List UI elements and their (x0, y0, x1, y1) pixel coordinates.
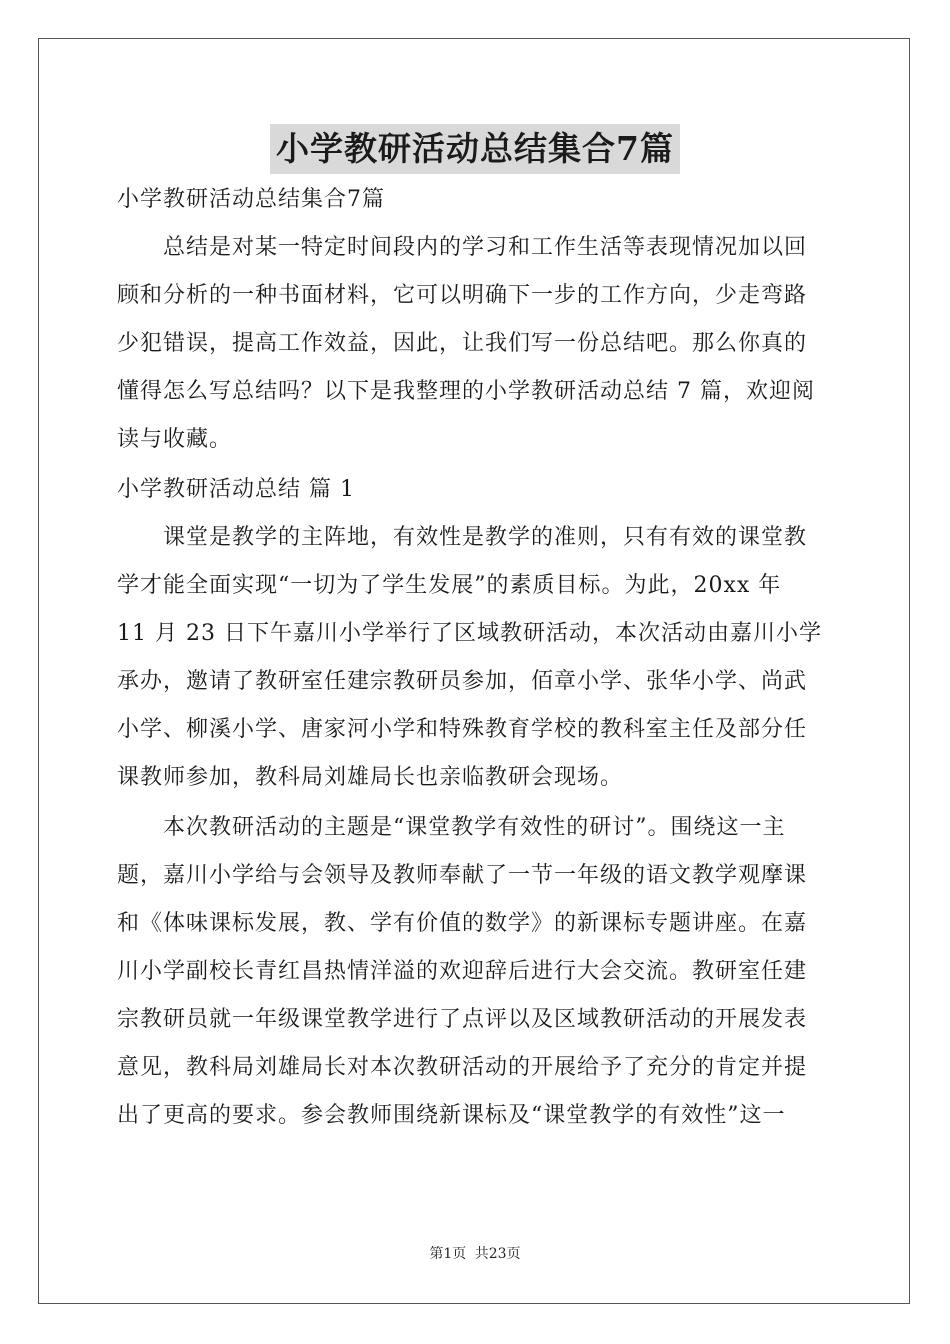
text-line: 课教师参加，教科局刘雄局长也亲临教研会现场。 (117, 765, 624, 790)
text-line: 意见，教科局刘雄局长对本次教研活动的开展给予了充分的肯定并提 (117, 1055, 808, 1080)
section-heading: 小学教研活动总结 篇 1 (117, 477, 355, 502)
text-line: 和《体味课标发展，教、学有价值的数学》的新课标专题讲座。在嘉 (117, 911, 808, 936)
text-line: 总结是对某一特定时间段内的学习和工作生活等表现情况加以回 (163, 235, 808, 260)
text-line: 少犯错误，提高工作效益，因此，让我们写一份总结吧。那么你真的 (117, 331, 808, 356)
page-total: 共23页 (474, 1246, 521, 1262)
document-subtitle: 小学教研活动总结集合7篇 (117, 187, 385, 212)
body-paragraph-2 (117, 804, 835, 1140)
document-title: 小学教研活动总结集合7篇 (270, 124, 680, 174)
page-number: 第1页 (429, 1246, 467, 1262)
text-line: 11 月 23 日下午嘉川小学举行了区域教研活动，本次活动由嘉川小学 (117, 621, 822, 646)
text-line: 本次教研活动的主题是“课堂教学有效性的研讨”。围绕这一主 (163, 815, 786, 840)
body-paragraph-1 (117, 514, 835, 802)
text-line: 课堂是教学的主阵地，有效性是教学的准则，只有有效的课堂教 (163, 525, 808, 550)
text-line: 出了更高的要求。参会教师围绕新课标及“课堂教学的有效性”这一 (117, 1103, 786, 1128)
title-container (0, 124, 950, 174)
text-line: 题，嘉川小学给与会领导及教师奉献了一节一年级的语文教学观摩课 (117, 863, 808, 888)
text-line: 川小学副校长青红昌热情洋溢的欢迎辞后进行大会交流。教研室任建 (117, 959, 808, 984)
text-line: 小学、柳溪小学、唐家河小学和特殊教育学校的教科室主任及部分任 (117, 717, 808, 742)
text-line: 宗教研员就一年级课堂教学进行了点评以及区域教研活动的开展发表 (117, 1007, 808, 1032)
text-line: 学才能全面实现“一切为了学生发展”的素质目标。为此，20xx 年 (117, 573, 782, 598)
document-body (117, 176, 835, 1142)
text-line: 读与收藏。 (117, 427, 233, 452)
text-line: 懂得怎么写总结吗？以下是我整理的小学教研活动总结 7 篇，欢迎阅 (117, 379, 815, 404)
text-line: 顾和分析的一种书面材料，它可以明确下一步的工作方向，少走弯路 (117, 283, 808, 308)
page-footer (0, 1244, 950, 1264)
text-line: 承办，邀请了教研室任建宗教研员参加，佰章小学、张华小学、尚武 (117, 669, 808, 694)
intro-paragraph (117, 224, 835, 464)
